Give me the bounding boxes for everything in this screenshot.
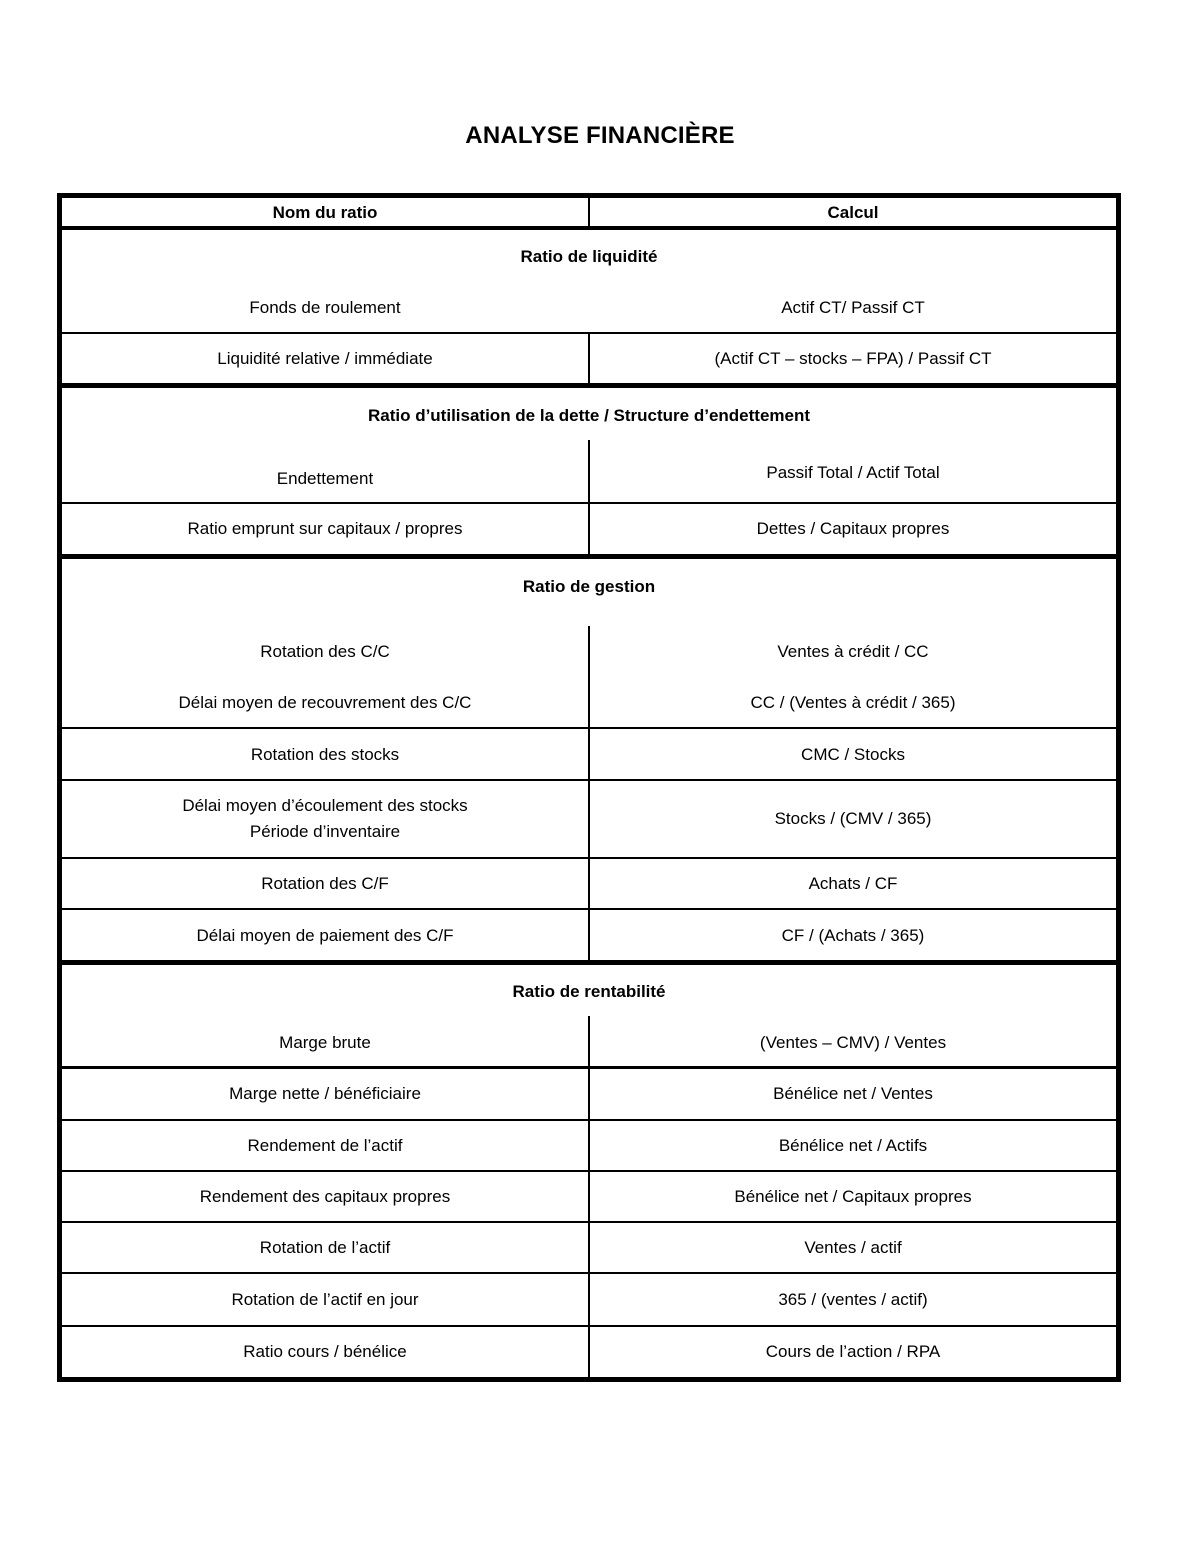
- row-calc: Ventes / actif: [804, 1238, 902, 1257]
- row-name: Marge nette / bénéficiaire: [229, 1084, 421, 1103]
- header-divider: [588, 198, 590, 227]
- header-calc: Calcul: [827, 202, 879, 222]
- section-title-gestion: Ratio de gestion: [522, 577, 656, 596]
- section-rule: [62, 960, 1116, 965]
- header-name: Nom du ratio: [272, 202, 378, 222]
- row-calc: Bénélice net / Capitaux propres: [734, 1187, 972, 1206]
- column-divider: [588, 334, 590, 384]
- row-name-secondary: Période d’inventaire: [249, 822, 401, 841]
- row-calc: CMC / Stocks: [801, 744, 905, 764]
- row-calc: (Ventes – CMV) / Ventes: [759, 1033, 947, 1052]
- row-name: Délai moyen de recouvrement des C/C: [178, 693, 472, 712]
- section-rule: [62, 383, 1116, 388]
- row-calc: Dettes / Capitaux propres: [756, 519, 950, 538]
- row-calc: CC / (Ventes à crédit / 365): [750, 693, 956, 712]
- row-name: Rendement des capitaux propres: [199, 1187, 451, 1206]
- row-calc: Achats / CF: [808, 873, 898, 893]
- row-calc: (Actif CT – stocks – FPA) / Passif CT: [714, 349, 992, 368]
- section-title-dette: Ratio d’utilisation de la dette / Structure d’endettement: [367, 406, 811, 425]
- row-calc: Bénélice net / Ventes: [773, 1084, 933, 1103]
- column-divider: [588, 504, 590, 554]
- row-name: Rotation des stocks: [250, 744, 400, 764]
- row-name: Ratio emprunt sur capitaux / propres: [187, 519, 463, 538]
- row-name: Rotation des C/C: [260, 642, 390, 661]
- row-name: Rendement de l’actif: [247, 1135, 403, 1155]
- row-name-multiline: [62, 781, 588, 857]
- row-name: Délai moyen de paiement des C/F: [196, 925, 454, 945]
- row-name: Rotation des C/F: [261, 873, 389, 893]
- document-title: ANALYSE FINANCIÈRE: [465, 122, 735, 149]
- row-name: Rotation de l’actif: [259, 1238, 391, 1257]
- row-name: Marge brute: [279, 1033, 371, 1052]
- section-title-rentabilite: Ratio de rentabilité: [512, 982, 666, 1001]
- row-calc: Actif CT/ Passif CT: [781, 298, 925, 317]
- row-calc: CF / (Achats / 365): [781, 925, 925, 945]
- section-title-liquidite: Ratio de liquidité: [520, 247, 658, 266]
- row-calc: Ventes à crédit / CC: [777, 642, 929, 661]
- header-rule: [62, 226, 1116, 230]
- section-rule: [62, 554, 1116, 559]
- row-calc: Passif Total / Actif Total: [766, 463, 940, 482]
- row-name: Délai moyen d’écoulement des stocks: [182, 796, 468, 815]
- row-name: Ratio cours / bénélice: [243, 1342, 407, 1361]
- row-name: Endettement: [276, 469, 374, 488]
- row-calc: Bénélice net / Actifs: [778, 1135, 928, 1155]
- row-calc: Cours de l’action / RPA: [765, 1342, 941, 1361]
- row-name: Liquidité relative / immédiate: [217, 349, 433, 368]
- column-divider: [588, 440, 590, 503]
- row-calc: 365 / (ventes / actif): [778, 1289, 928, 1309]
- row-name: Fonds de roulement: [249, 298, 401, 317]
- row-calc: Stocks / (CMV / 365): [774, 809, 932, 828]
- row-name: Rotation de l’actif en jour: [231, 1289, 419, 1309]
